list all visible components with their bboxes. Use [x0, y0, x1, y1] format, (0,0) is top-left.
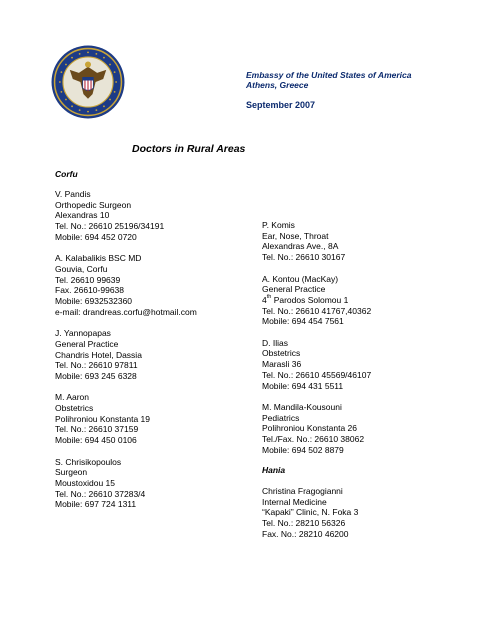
doctor-specialty: General Practice — [262, 284, 326, 295]
embassy-seal — [50, 44, 126, 120]
doctor-name: V. Pandis — [55, 189, 91, 199]
doctor-mobile: Mobile: 697 724 1311 — [55, 499, 137, 510]
doctor-address: Moustoxidou 15 — [55, 477, 116, 488]
doctor-entry — [262, 486, 358, 540]
document-date: September 2007 — [246, 100, 316, 110]
doctor-mobile: Mobile: 694 452 0720 — [55, 231, 137, 242]
doctor-address: 4th Parodos Solomou 1 — [262, 294, 349, 305]
doctor-entry — [262, 220, 371, 263]
doctor-entry — [55, 253, 197, 317]
doctor-specialty: Ear, Nose, Throat — [262, 230, 329, 241]
doctor-mobile: Mobile: 694 502 8879 — [262, 444, 344, 455]
doctor-specialty: Orthopedic Surgeon — [55, 199, 132, 210]
doctor-phone: Tel. No.: 26610 25196/34191 — [55, 221, 165, 232]
doctor-specialty: Obstetrics — [262, 348, 301, 359]
doctor-specialty: Surgeon — [55, 467, 88, 478]
doctor-phone: Tel./Fax. No.: 26610 38062 — [262, 434, 365, 445]
doctor-entry — [55, 392, 197, 446]
right-column — [262, 220, 371, 466]
region-corfu: Corfu — [55, 169, 78, 179]
doctor-address: “Kapaki” Clinic, N. Foka 3 — [262, 507, 359, 518]
doctor-entry — [55, 328, 197, 382]
doctor-entry — [262, 338, 371, 392]
doctor-name: J. Yannopapas — [55, 328, 111, 339]
doctor-name: M. Aaron — [55, 392, 90, 403]
doctor-entry — [55, 457, 197, 511]
doctor-name: D. Ilias — [262, 337, 288, 348]
doctor-name: Christina Fragogianni — [262, 486, 343, 496]
right-column-hania — [262, 486, 358, 550]
doctor-phone: Tel. No.: 26610 37159 — [55, 424, 139, 435]
doctor-entry — [262, 274, 371, 328]
doctor-phone: Tel. 26610 99639 — [55, 274, 121, 285]
doctor-address: Gouvia, Corfu — [55, 263, 108, 274]
embassy-city: Athens, Greece — [246, 80, 309, 90]
doctor-name: P. Komis — [262, 220, 295, 230]
doctor-name: A. Kalabalikis BSC MD — [55, 253, 142, 264]
doctor-phone: Tel. No.: 26610 97811 — [55, 360, 138, 371]
doctor-address: Alexandras 10 — [55, 210, 110, 221]
doctor-address: Chandris Hotel, Dassia — [55, 349, 142, 360]
doctor-entry — [262, 402, 371, 456]
doctor-mobile: Mobile: 694 431 5511 — [262, 380, 344, 391]
doctor-entry — [55, 189, 197, 243]
doctor-address: Polihroniou Konstanta 19 — [55, 413, 150, 424]
doctor-specialty: General Practice — [55, 338, 119, 349]
doctor-fax: Fax. No.: 28210 46200 — [262, 528, 349, 539]
doctor-email: e-mail: drandreas.corfu@hotmail.com — [55, 306, 197, 317]
doctor-name: M. Mandila-Kousouni — [262, 401, 342, 412]
doctor-phone: Tel. No.: 26610 45569/46107 — [262, 369, 372, 380]
doctor-specialty: Pediatrics — [262, 412, 300, 423]
doctor-name: S. Chrisikopoulos — [55, 456, 122, 467]
doctor-name: A. Kontou (MacKay) — [262, 273, 339, 284]
doctor-phone: Tel. No.: 26610 37283/4 — [55, 488, 146, 499]
doctor-mobile: Mobile: 694 454 7561 — [262, 316, 344, 327]
embassy-name: Embassy of the United States of America — [246, 70, 412, 80]
doctor-address: Marasli 36 — [262, 359, 302, 370]
doctor-fax: Fax. 26610-99638 — [55, 285, 124, 296]
doctor-address: Polihroniou Konstanta 26 — [262, 423, 357, 434]
doctor-mobile: Mobile: 6932532360 — [55, 296, 133, 307]
left-column — [55, 189, 197, 521]
document-title: Doctors in Rural Areas — [132, 143, 246, 155]
doctor-mobile: Mobile: 693 245 6328 — [55, 370, 137, 381]
doctor-mobile: Mobile: 694 450 0106 — [55, 435, 137, 446]
doctor-specialty: Internal Medicine — [262, 496, 327, 507]
doctor-phone: Tel. No.: 26610 30167 — [262, 252, 346, 263]
region-hania: Hania — [262, 465, 286, 475]
doctor-address: Alexandras Ave., 8A — [262, 241, 339, 252]
doctor-phone: Tel. No.: 28210 56326 — [262, 518, 346, 529]
doctor-specialty: Obstetrics — [55, 403, 94, 414]
doctor-phone: Tel. No.: 26610 41767,40362 — [262, 305, 372, 316]
